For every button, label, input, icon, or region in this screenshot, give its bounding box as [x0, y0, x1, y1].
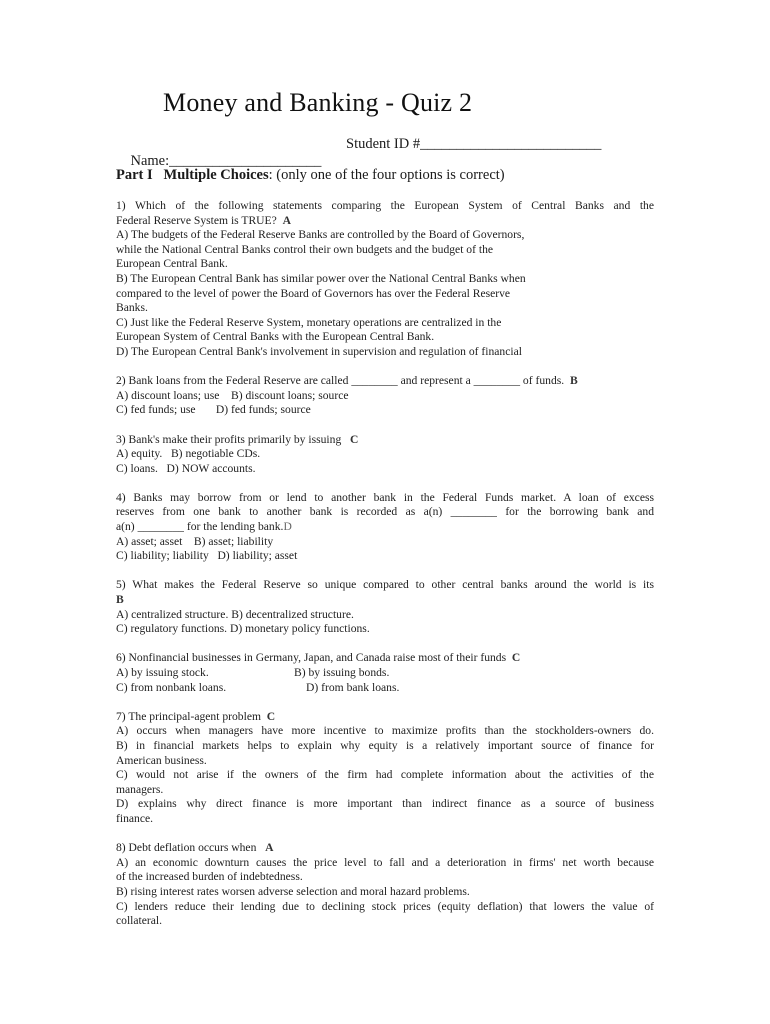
part-heading [116, 167, 656, 184]
question-1 [116, 199, 654, 360]
question-stem: 1) Which of the following statements comparing the European System of Central Banks and the [116, 199, 654, 212]
option-line: A) equity. B) negotiable CDs. [116, 447, 261, 461]
option-line: D) explains why direct finance is more important than indirect finance as a source of business [116, 797, 654, 811]
option-line: of the increased burden of indebtedness. [116, 870, 303, 884]
option-line: B) rising interest rates worsen adverse selection and moral hazard problems. [116, 884, 470, 898]
option-line: while the National Central Banks control their own budgets and the budget of the [116, 242, 494, 256]
question-stem: 7) The principal-agent problem [116, 709, 261, 723]
option-line: European Central Bank. [116, 257, 228, 271]
option-d: D) from bank loans. [306, 680, 400, 694]
option-line: A) an economic downturn causes the price level to fall and a deterioration in firms' net worth because [116, 855, 654, 869]
option-line: A) The budgets of the Federal Reserve Banks are controlled by the Board of Governors, [116, 228, 525, 242]
option-line: Banks. [116, 301, 148, 315]
option-line: finance. [116, 811, 154, 825]
option-line: A) occurs when managers have more incentive to maximize profits than the stockholders-owners do. [116, 724, 654, 738]
question-stem: 2) Bank loans from the Federal Reserve are called ________ and represent a ________ of funds. [116, 374, 565, 388]
question-8 [116, 841, 654, 929]
student-id-field[interactable]: Student ID #_________________________ [346, 136, 602, 152]
option-line: A) centralized structure. B) decentralized structure. [116, 607, 354, 621]
question-stem: 8) Debt deflation occurs when [116, 841, 257, 855]
question-3 [116, 433, 654, 477]
question-list [116, 199, 654, 943]
option-line: European System of Central Banks with the European Central Bank. [116, 330, 435, 344]
option-line: D) The European Central Bank's involvement in supervision and regulation of financial [116, 344, 522, 358]
option-line: C) would not arise if the owners of the firm had complete information about the activities of the [116, 768, 654, 782]
question-stem: 4) Banks may borrow from or lend to another bank in the Federal Funds market. A loan of excess [116, 490, 654, 504]
option-line: collateral. [116, 914, 163, 928]
option-c: C) from nonbank loans. [116, 680, 227, 694]
question-stem: reserves from one bank to another bank is recorded as a(n) ________ for the borrowing bank and [116, 505, 654, 519]
option-line: C) loans. D) NOW accounts. [116, 461, 256, 475]
option-line: B) The European Central Bank has similar power over the National Central Banks when [116, 271, 526, 285]
question-stem: 6) Nonfinancial businesses in Germany, Japan, and Canada raise most of their funds [116, 651, 507, 665]
option-line: C) Just like the Federal Reserve System, monetary operations are centralized in the [116, 315, 502, 329]
answer-key: A [265, 841, 274, 855]
question-6 [116, 651, 654, 695]
answer-key: B [116, 593, 124, 607]
question-2 [116, 374, 654, 418]
question-4 [116, 491, 654, 564]
answer-key: C [349, 432, 359, 446]
section-note: : (only one of the four options is correct) [268, 167, 505, 183]
question-stem: 5) What makes the Federal Reserve so unique compared to other central banks around the world is its [116, 578, 654, 592]
option-line: American business. [116, 753, 207, 767]
question-stem: 3) Bank's make their profits primarily by issuing [116, 432, 342, 446]
page-title: Money and Banking - Quiz 2 [163, 88, 473, 117]
option-line: A) asset; asset B) asset; liability [116, 534, 274, 548]
option-line: managers. [116, 782, 164, 796]
option-line: compared to the level of power the Board of Governors has over the Federal Reserve [116, 286, 511, 300]
option-line: C) fed funds; use D) fed funds; source [116, 403, 311, 417]
answer-key: A [282, 213, 291, 227]
option-line: C) lenders reduce their lending due to declining stock prices (equity deflation) that lowers the value of [116, 899, 654, 913]
option-b: B) by issuing bonds. [294, 666, 390, 679]
answer-key: B [569, 374, 578, 388]
name-field[interactable]: Name:_____________________ [130, 153, 322, 169]
option-line: C) regulatory functions. D) monetary policy functions. [116, 622, 370, 636]
option-line: A) discount loans; use B) discount loans; source [116, 388, 349, 402]
answer-key: D [283, 520, 292, 534]
answer-key: C [511, 651, 521, 665]
section-label: Multiple Choices [163, 167, 269, 183]
question-5 [116, 578, 654, 636]
option-a: A) by issuing stock. [116, 666, 209, 679]
option-line: B) in financial markets helps to explain why equity is a relatively important source of finance for [116, 738, 654, 752]
question-7 [116, 710, 654, 827]
answer-key: C [266, 709, 276, 723]
part-label: Part I [116, 167, 153, 183]
question-stem: a(n) ________ for the lending bank. [116, 520, 284, 534]
option-line: C) liability; liability D) liability; asset [116, 549, 298, 563]
question-stem: Federal Reserve System is TRUE? [116, 213, 277, 227]
